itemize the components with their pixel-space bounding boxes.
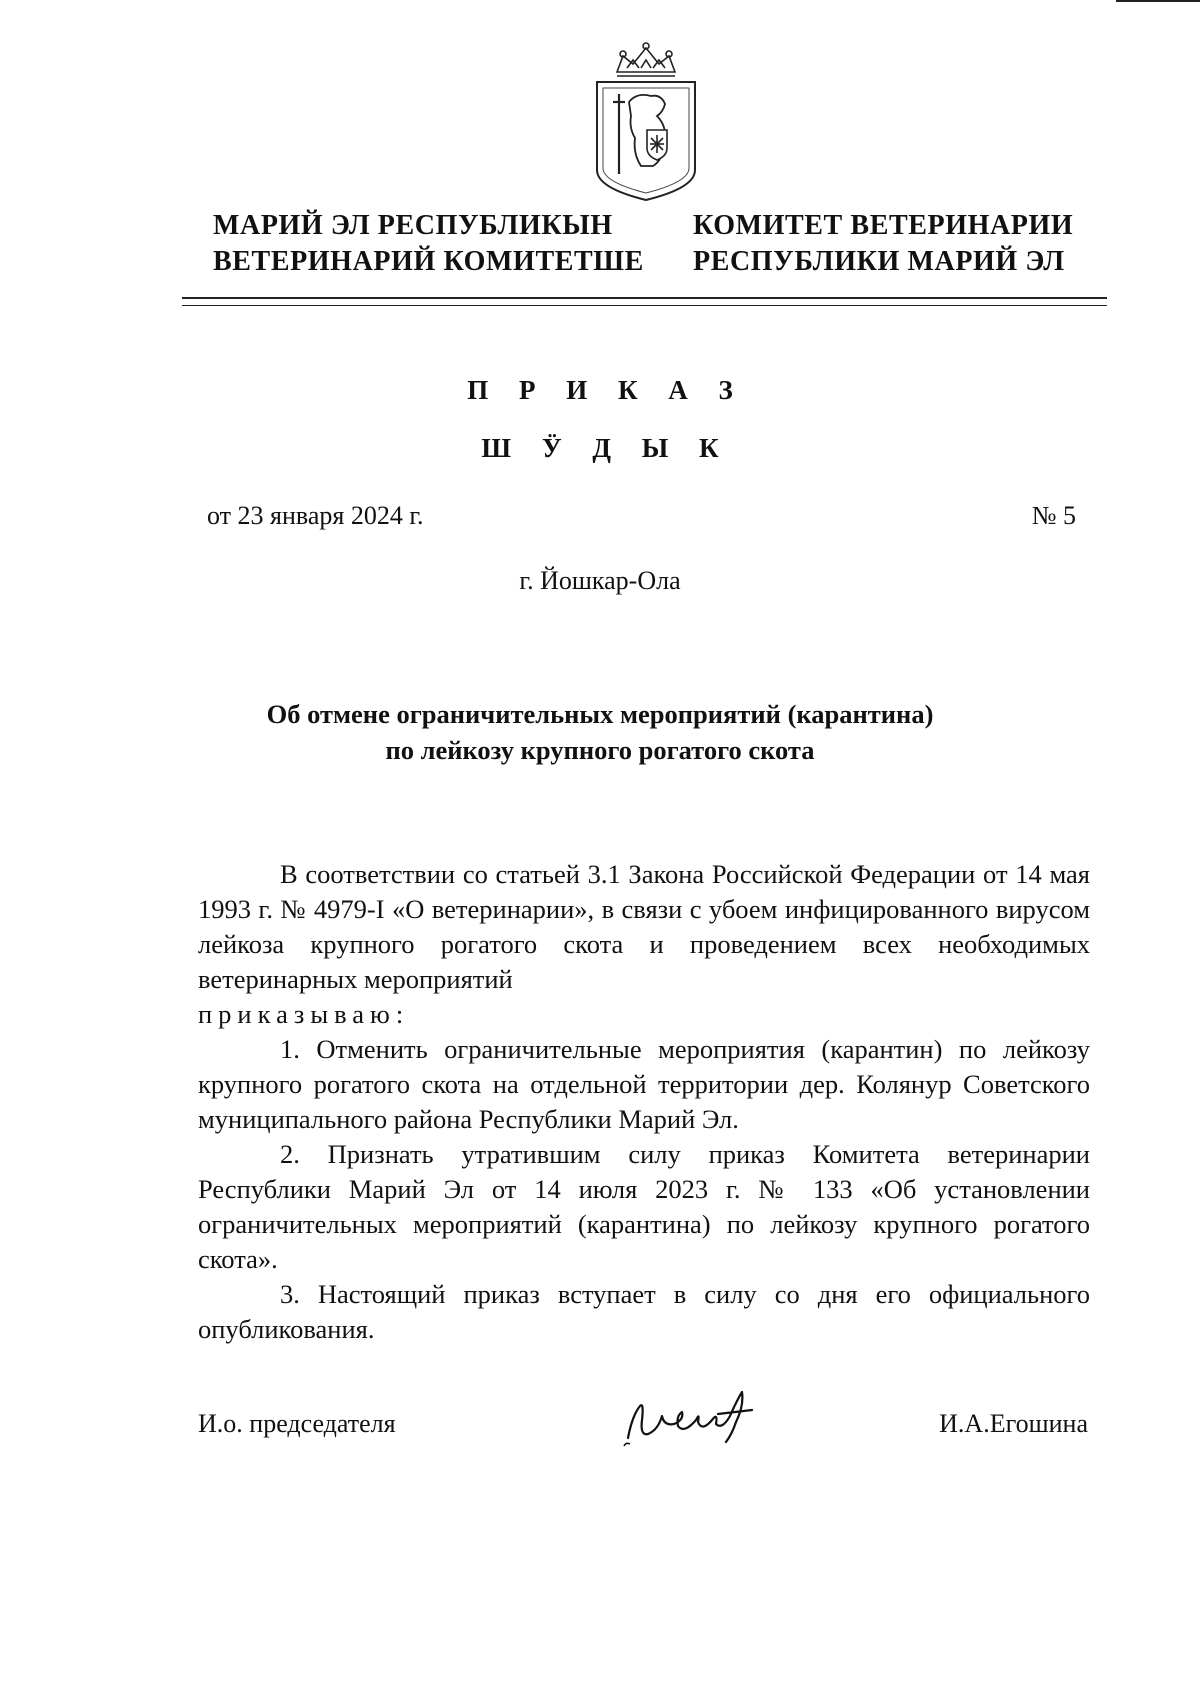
order-item-3: 3. Настоящий приказ вступает в силу со дня его официального опубликования. — [198, 1279, 1090, 1344]
org-name-mari-line1: МАРИЙ ЭЛ РЕСПУБЛИКЫН — [213, 210, 613, 241]
subject-line1: Об отмене ограничительных мероприятий (карантина) — [266, 699, 934, 729]
preamble-paragraph — [198, 857, 1090, 997]
document-type-russian: П Р И К А З — [467, 375, 745, 405]
document-city: г. Йошкар-Ола — [519, 566, 681, 595]
signatory-position: И.о. председателя — [198, 1409, 396, 1438]
coat-of-arms-icon — [593, 42, 699, 204]
subject-line2: по лейкозу крупного рогатого скота — [385, 735, 815, 765]
org-name-mari-line2: ВЕТЕРИНАРИЙ КОМИТЕТШЕ — [213, 246, 644, 277]
org-name-mari — [213, 208, 644, 280]
order-item-2: 2. Признать утратившим силу приказ Комитета ветеринарии Республики Марий Эл от 14 июля 2023 г. № 133 «Об установлении ограничительных мероприятий (карантина) по лейкозу крупного рогатого скота». — [198, 1139, 1090, 1274]
order-word-paragraph — [198, 997, 1090, 1032]
header-divider-thin — [182, 305, 1107, 306]
document-date: от 23 января 2024 г. — [207, 501, 424, 530]
document-type-mari: Ш Ӱ Д Ы К — [481, 433, 731, 463]
handwritten-signature — [618, 1376, 788, 1456]
signatory-name: И.А.Егошина — [939, 1409, 1088, 1438]
order-word: приказываю: — [198, 999, 410, 1029]
document-body — [198, 857, 1090, 1347]
org-name-russian-line1: КОМИТЕТ ВЕТЕРИНАРИИ — [693, 210, 1074, 241]
document-number: № 5 — [1031, 501, 1076, 530]
preamble-text: В соответствии со статьей 3.1 Закона Российской Федерации от 14 мая 1993 г. № 4979-I «О ветеринарии», в связи с убоем инфицированного вирусом лейкоза крупного рогатого скота и проведением всех необходимых ветеринарных мероприятий — [198, 859, 1090, 994]
org-name-russian — [693, 208, 1073, 280]
header-divider-thick — [182, 297, 1107, 299]
document-subject — [0, 696, 1200, 768]
order-item-1: 1. Отменить ограничительные мероприятия (карантин) по лейкозу крупного рогатого скота на отдельной территории дер. Колянур Советского муниципального района Республики Марий Эл. — [198, 1034, 1090, 1134]
org-name-russian-line2: РЕСПУБЛИКИ МАРИЙ ЭЛ — [693, 246, 1065, 277]
top-edge-mark — [1116, 0, 1200, 2]
